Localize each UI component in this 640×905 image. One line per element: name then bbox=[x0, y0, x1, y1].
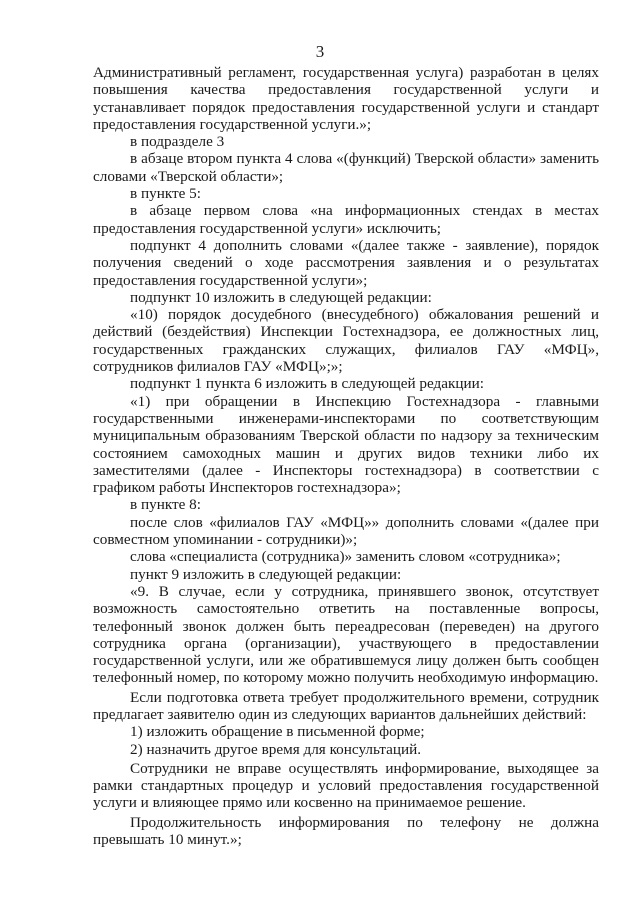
paragraph: пункт 9 изложить в следующей редакции: bbox=[130, 565, 402, 583]
paragraph: Если подготовка ответа требует продолжительного времени, сотрудник предлагает заявителю один из следующих вариантов дальнейших действий: bbox=[93, 688, 599, 723]
paragraph: «10) порядок досудебного (внесудебного) обжалования решений и действий (бездействия) Инспекции Гостехнадзора, ее должностных лиц, государственных гражданских служащих, филиалов ГАУ «МФЦ», сотрудников филиалов ГАУ «МФЦ»;»; bbox=[93, 306, 599, 376]
paragraph: Сотрудники не вправе осуществлять информирование, выходящее за рамки стандартных процедур и условий предоставления государственной услуги и влияющее прямо или косвенно на принимаемое решение. bbox=[93, 759, 599, 812]
document-body bbox=[93, 64, 599, 848]
paragraph: «1) при обращении в Инспекцию Гостехнадзора - главными государственными инженерами-инспекторами по соответствующим муниципальным образованиям Тверской области по надзору за техническим состоянием самоходных машин и других видов техники либо их заместителями (далее - Инспекторы гостехнадзора) в соответствии с графиком работы Инспекторов гостехнадзора»; bbox=[93, 392, 599, 497]
paragraph: в абзаце первом слова «на информационных стендах в местах предоставления государственной услуги» исключить; bbox=[93, 202, 599, 237]
paragraph: «9. В случае, если у сотрудника, принявшего звонок, отсутствует возможность самостоятельно ответить на поставленные вопросы, телефонный звонок должен быть переадресован (переведен) на другого сотрудника органа (организации), участвующего в предоставлении государственной услуги, или же обратившемуся лицу должен быть сообщен телефонный номер, по которому можно получить необходимую информацию. bbox=[93, 582, 599, 687]
paragraph: 1) изложить обращение в письменной форме; bbox=[130, 723, 425, 741]
paragraph: подпункт 4 дополнить словами «(далее также - заявление), порядок получения сведений о ходе рассмотрения заявления и о результатах предоставления государственной услуги»; bbox=[93, 236, 599, 289]
paragraph: Продолжительность информирования по телефону не должна превышать 10 минут.»; bbox=[93, 813, 599, 849]
paragraph: подпункт 10 изложить в следующей редакции: bbox=[130, 288, 432, 306]
paragraph: в пункте 8: bbox=[130, 496, 201, 514]
paragraph: после слов «филиалов ГАУ «МФЦ»» дополнить словами «(далее при совместном упоминании - сотрудники)»; bbox=[93, 513, 599, 549]
paragraph: слова «специалиста (сотрудника)» заменить словом «сотрудника»; bbox=[130, 548, 561, 566]
paragraph: в подразделе 3 bbox=[130, 133, 225, 151]
paragraph: в пункте 5: bbox=[130, 185, 201, 203]
page-number: 3 bbox=[315, 42, 325, 61]
paragraph: 2) назначить другое время для консультаций. bbox=[130, 740, 422, 758]
paragraph: подпункт 1 пункта 6 изложить в следующей редакции: bbox=[130, 375, 484, 393]
paragraph: Административный регламент, государственная услуга) разработан в целях повышения качества предоставления государственной услуги и устанавливает порядок предоставления государственной услуги и стандарт предоставления государственной услуги.»; bbox=[93, 64, 599, 133]
paragraph: в абзаце втором пункта 4 слова «(функций) Тверской области» заменить словами «Тверской области»; bbox=[93, 150, 599, 185]
